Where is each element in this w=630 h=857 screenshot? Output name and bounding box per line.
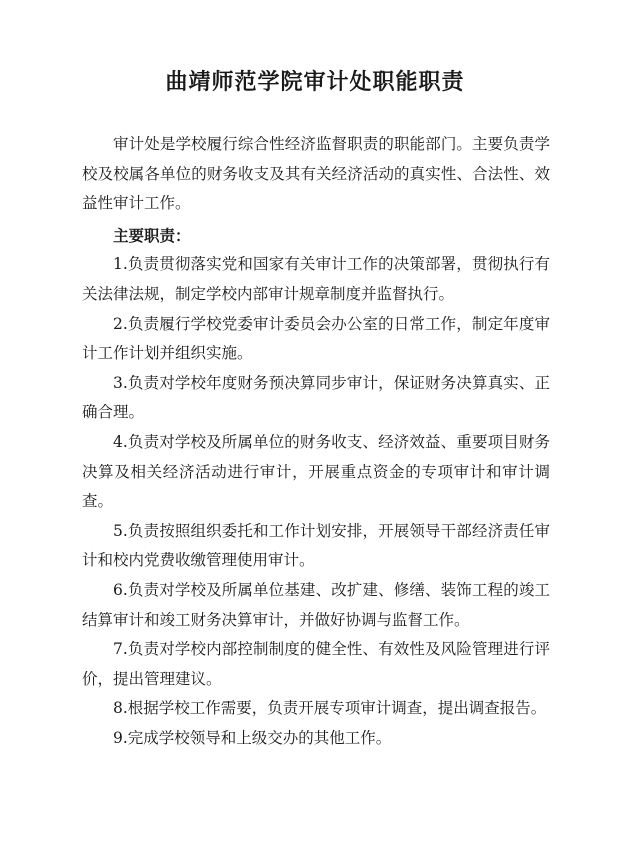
duty-item-2: 2.负责履行学校党委审计委员会办公室的日常工作，制定年度审计工作计划并组织实施。 bbox=[82, 314, 550, 363]
document-body bbox=[82, 130, 550, 753]
duties-heading: 主要职责： bbox=[113, 225, 191, 245]
duty-item-4: 4.负责对学校及所属单位的财务收支、经济效益、重要项目财务决算及相关经济活动进行审计，开展重点资金的专项审计和审计调查。 bbox=[82, 432, 550, 511]
duty-item-9: 9.完成学校领导和上级交办的其他工作。 bbox=[113, 728, 392, 747]
duty-item-6: 6.负责对学校及所属单位基建、改扩建、修缮、装饰工程的竣工结算审计和竣工财务决算审计，并做好协调与监督工作。 bbox=[82, 580, 550, 629]
duty-item-8: 8.根据学校工作需要，负责开展专项审计调查，提出调查报告。 bbox=[113, 699, 547, 718]
duty-item-3: 3.负责对学校年度财务预决算同步审计，保证财务决算真实、正确合理。 bbox=[82, 373, 550, 422]
document-title: 曲靖师范学院审计处职能职责 bbox=[165, 69, 465, 95]
duty-item-5: 5.负责按照组织委托和工作计划安排，开展领导干部经济责任审计和校内党费收缴管理使用审计。 bbox=[82, 521, 550, 570]
intro-paragraph: 审计处是学校履行综合性经济监督职责的职能部门。主要负责学校及校属各单位的财务收支及其有关经济活动的真实性、合法性、效益性审计工作。 bbox=[82, 135, 550, 213]
duty-item-7: 7.负责对学校内部控制制度的健全性、有效性及风险管理进行评价，提出管理建议。 bbox=[82, 640, 550, 688]
duty-item-1: 1.负责贯彻落实党和国家有关审计工作的决策部署，贯彻执行有关法律法规，制定学校内部审计规章制度并监督执行。 bbox=[82, 255, 550, 303]
